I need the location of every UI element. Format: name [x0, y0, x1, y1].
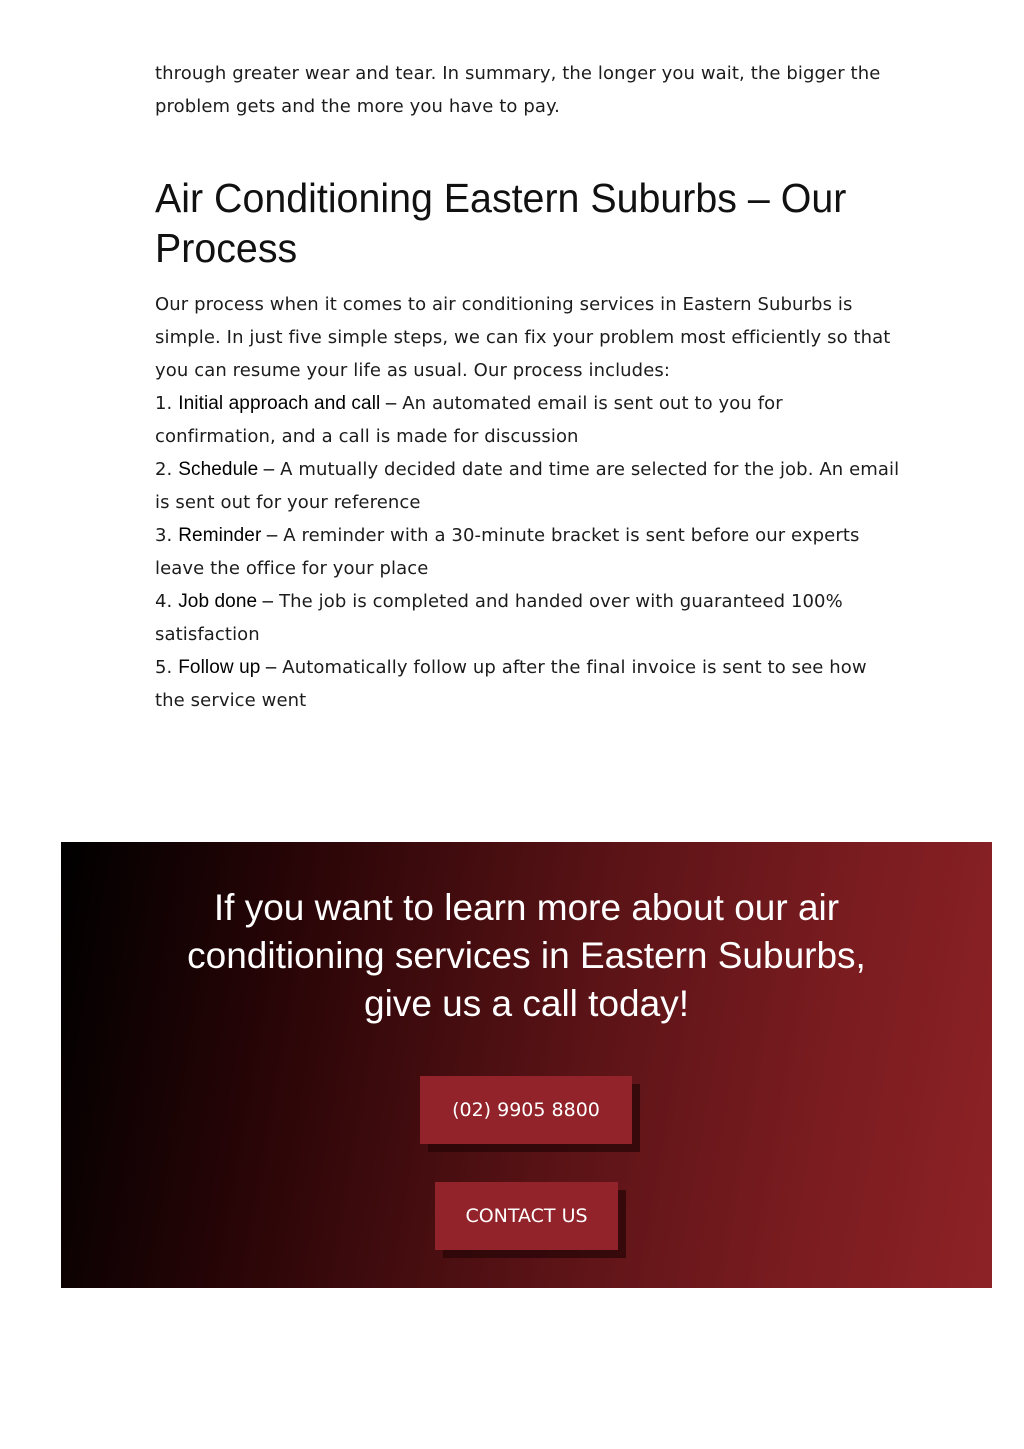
contact-us-button[interactable]: CONTACT US: [435, 1182, 618, 1250]
step-title: Follow up –: [178, 657, 277, 678]
step-title: Initial approach and call –: [178, 393, 397, 414]
cta-banner: [61, 842, 992, 1288]
step-description: A mutually decided date and time are selected for the job. An email is sent out for your reference: [155, 459, 900, 513]
intro-paragraph: through greater wear and tear. In summary, the longer you wait, the bigger the problem gets and the more you have to pay.: [155, 63, 881, 117]
step-title: Schedule –: [178, 459, 275, 480]
process-heading: Air Conditioning Eastern Suburbs – Our Process: [155, 175, 847, 271]
step-number: 5.: [155, 657, 173, 678]
phone-call-button[interactable]: (02) 9905 8800: [420, 1076, 632, 1144]
step-description: An automated email is sent out to you for confirmation, and a call is made for discussion: [155, 393, 783, 447]
cta-heading: If you want to learn more about our air conditioning services in Eastern Suburbs, give us a call today!: [187, 887, 866, 1024]
process-step-5: [155, 651, 900, 717]
step-number: 2.: [155, 459, 173, 480]
process-step-1: [155, 387, 900, 453]
step-number: 1.: [155, 393, 173, 414]
process-step-4: [155, 585, 900, 651]
step-description: The job is completed and handed over with guaranteed 100% satisfaction: [155, 591, 843, 645]
process-step-2: [155, 453, 900, 519]
step-description: A reminder with a 30-minute bracket is sent before our experts leave the office for your place: [155, 525, 860, 579]
step-number: 3.: [155, 525, 173, 546]
main-content: [155, 57, 900, 717]
process-step-3: [155, 519, 900, 585]
process-intro-paragraph: Our process when it comes to air conditioning services in Eastern Suburbs is simple. In just five simple steps, we can fix your problem most efficiently so that you can resume your life as usual. Our process includes:: [155, 294, 891, 381]
step-description: Automatically follow up after the final invoice is sent to see how the service went: [155, 657, 867, 711]
step-title: Reminder –: [178, 525, 278, 546]
step-title: Job done –: [178, 591, 274, 612]
step-number: 4.: [155, 591, 173, 612]
